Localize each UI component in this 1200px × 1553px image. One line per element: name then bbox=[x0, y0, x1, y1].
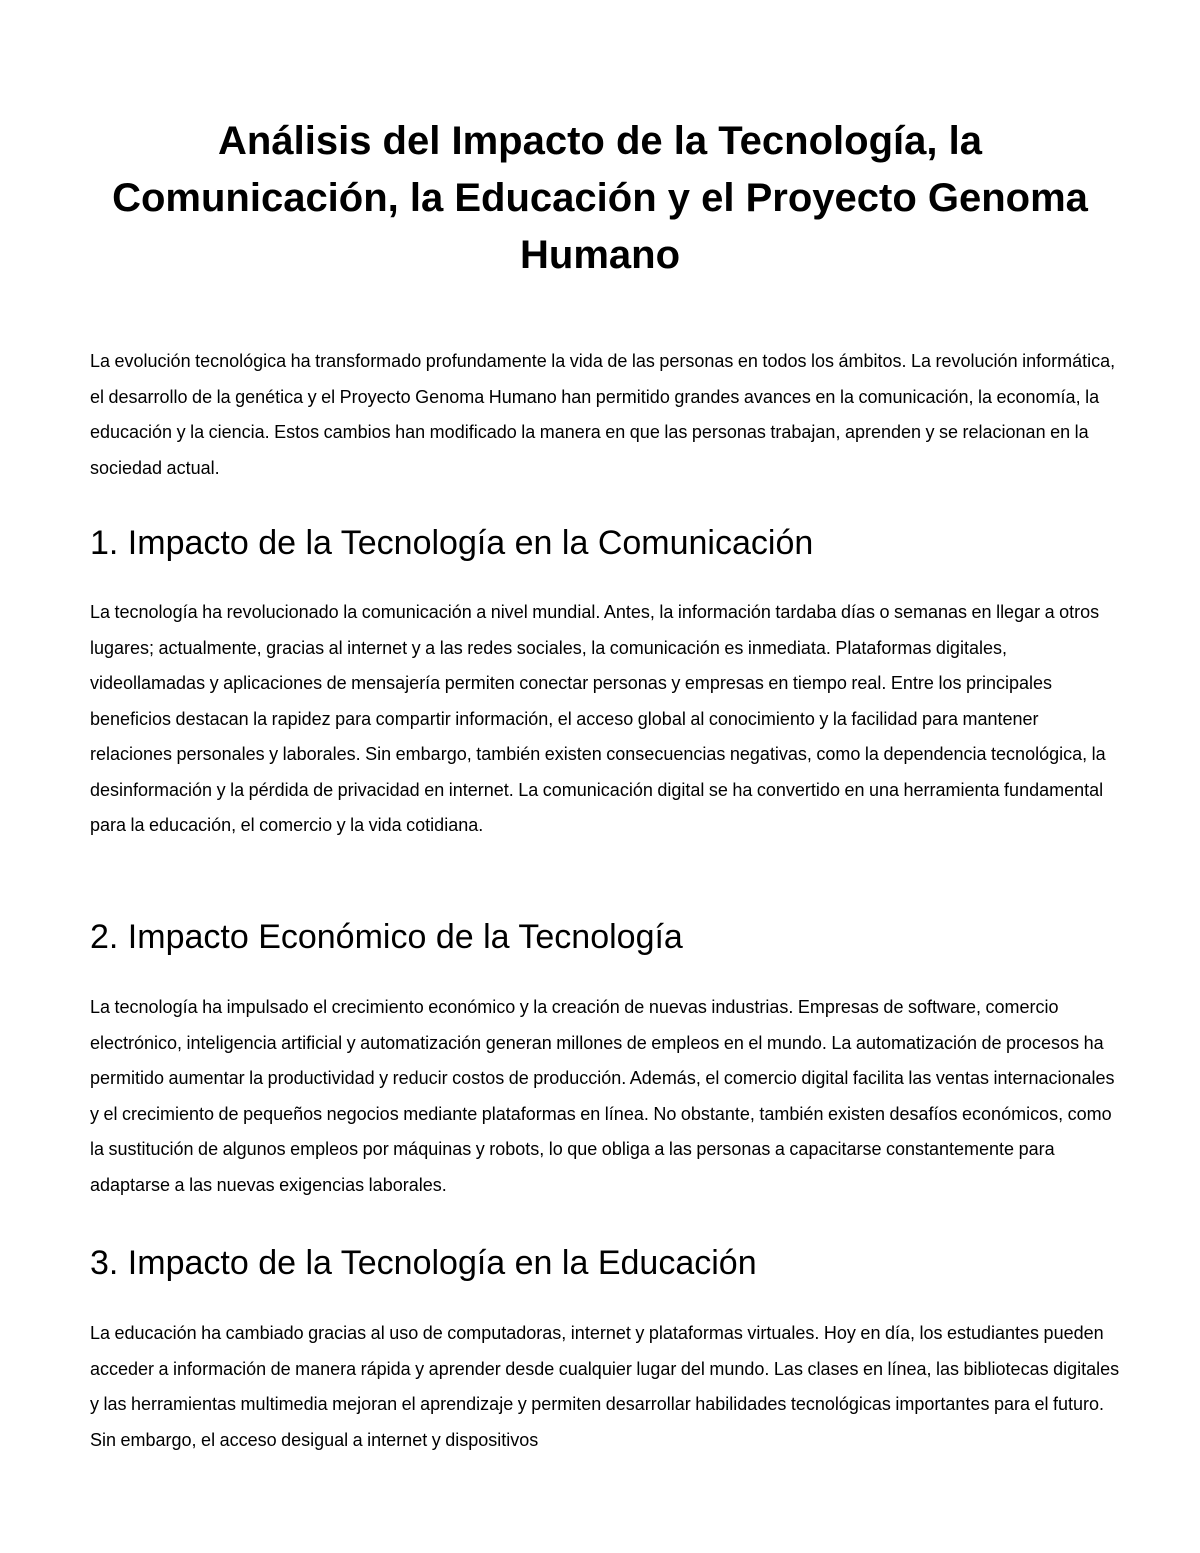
intro-paragraph: La evolución tecnológica ha transformado profundamente la vida de las personas en todos los ámbitos. La revolución informática, el desarrollo de la genética y el Proyecto Genoma Humano han permitido grandes avances en la comunicación, la economía, la educación y la ciencia. Estos cambios han modificado la manera en que las personas trabajan, aprenden y se relacionan en la sociedad actual. bbox=[90, 351, 1116, 478]
section-heading-education: 3. Impacto de la Tecnología en la Educación bbox=[90, 1244, 757, 1282]
section-paragraph-economic: La tecnología ha impulsado el crecimiento económico y la creación de nuevas industrias. Empresas de software, comercio electrónico, inteligencia artificial y automatización generan millones de empleos en el mundo. La automatización de procesos ha permitido aumentar la productividad y reducir costos de producción. Además, el comercio digital facilita las ventas internacionales y el crecimiento de pequeños negocios mediante plataformas en línea. No obstante, también existen desafíos económicos, como la sustitución de algunos empleos por máquinas y robots, lo que obliga a las personas a capacitarse constantemente para adaptarse a las nuevas exigencias laborales. bbox=[90, 997, 1115, 1195]
section-paragraph-communication: La tecnología ha revolucionado la comunicación a nivel mundial. Antes, la información tardaba días o semanas en llegar a otros lugares; actualmente, gracias al internet y a las redes sociales, la comunicación es inmediata. Plataformas digitales, videollamadas y aplicaciones de mensajería permiten conectar personas y empresas en tiempo real. Entre los principales beneficios destacan la rapidez para compartir información, el acceso global al conocimiento y la facilidad para mantener relaciones personales y laborales. Sin embargo, también existen consecuencias negativas, como la dependencia tecnológica, la desinformación y la pérdida de privacidad en internet. La comunicación digital se ha convertido en una herramienta fundamental para la educación, el comercio y la vida cotidiana. bbox=[90, 602, 1106, 835]
section-heading-communication: 1. Impacto de la Tecnología en la Comunicación bbox=[90, 524, 814, 562]
section-heading-economic: 2. Impacto Económico de la Tecnología bbox=[90, 918, 683, 956]
document-title: Análisis del Impacto de la Tecnología, la Comunicación, la Educación y el Proyecto Genoma Humano bbox=[112, 119, 1088, 277]
section-paragraph-education: La educación ha cambiado gracias al uso de computadoras, internet y plataformas virtuales. Hoy en día, los estudiantes pueden acceder a información de manera rápida y aprender desde cualquier lugar del mundo. Las clases en línea, las bibliotecas digitales y las herramientas multimedia mejoran el aprendizaje y permiten desarrollar habilidades tecnológicas importantes para el futuro. Sin embargo, el acceso desigual a internet y dispositivos bbox=[90, 1323, 1120, 1450]
